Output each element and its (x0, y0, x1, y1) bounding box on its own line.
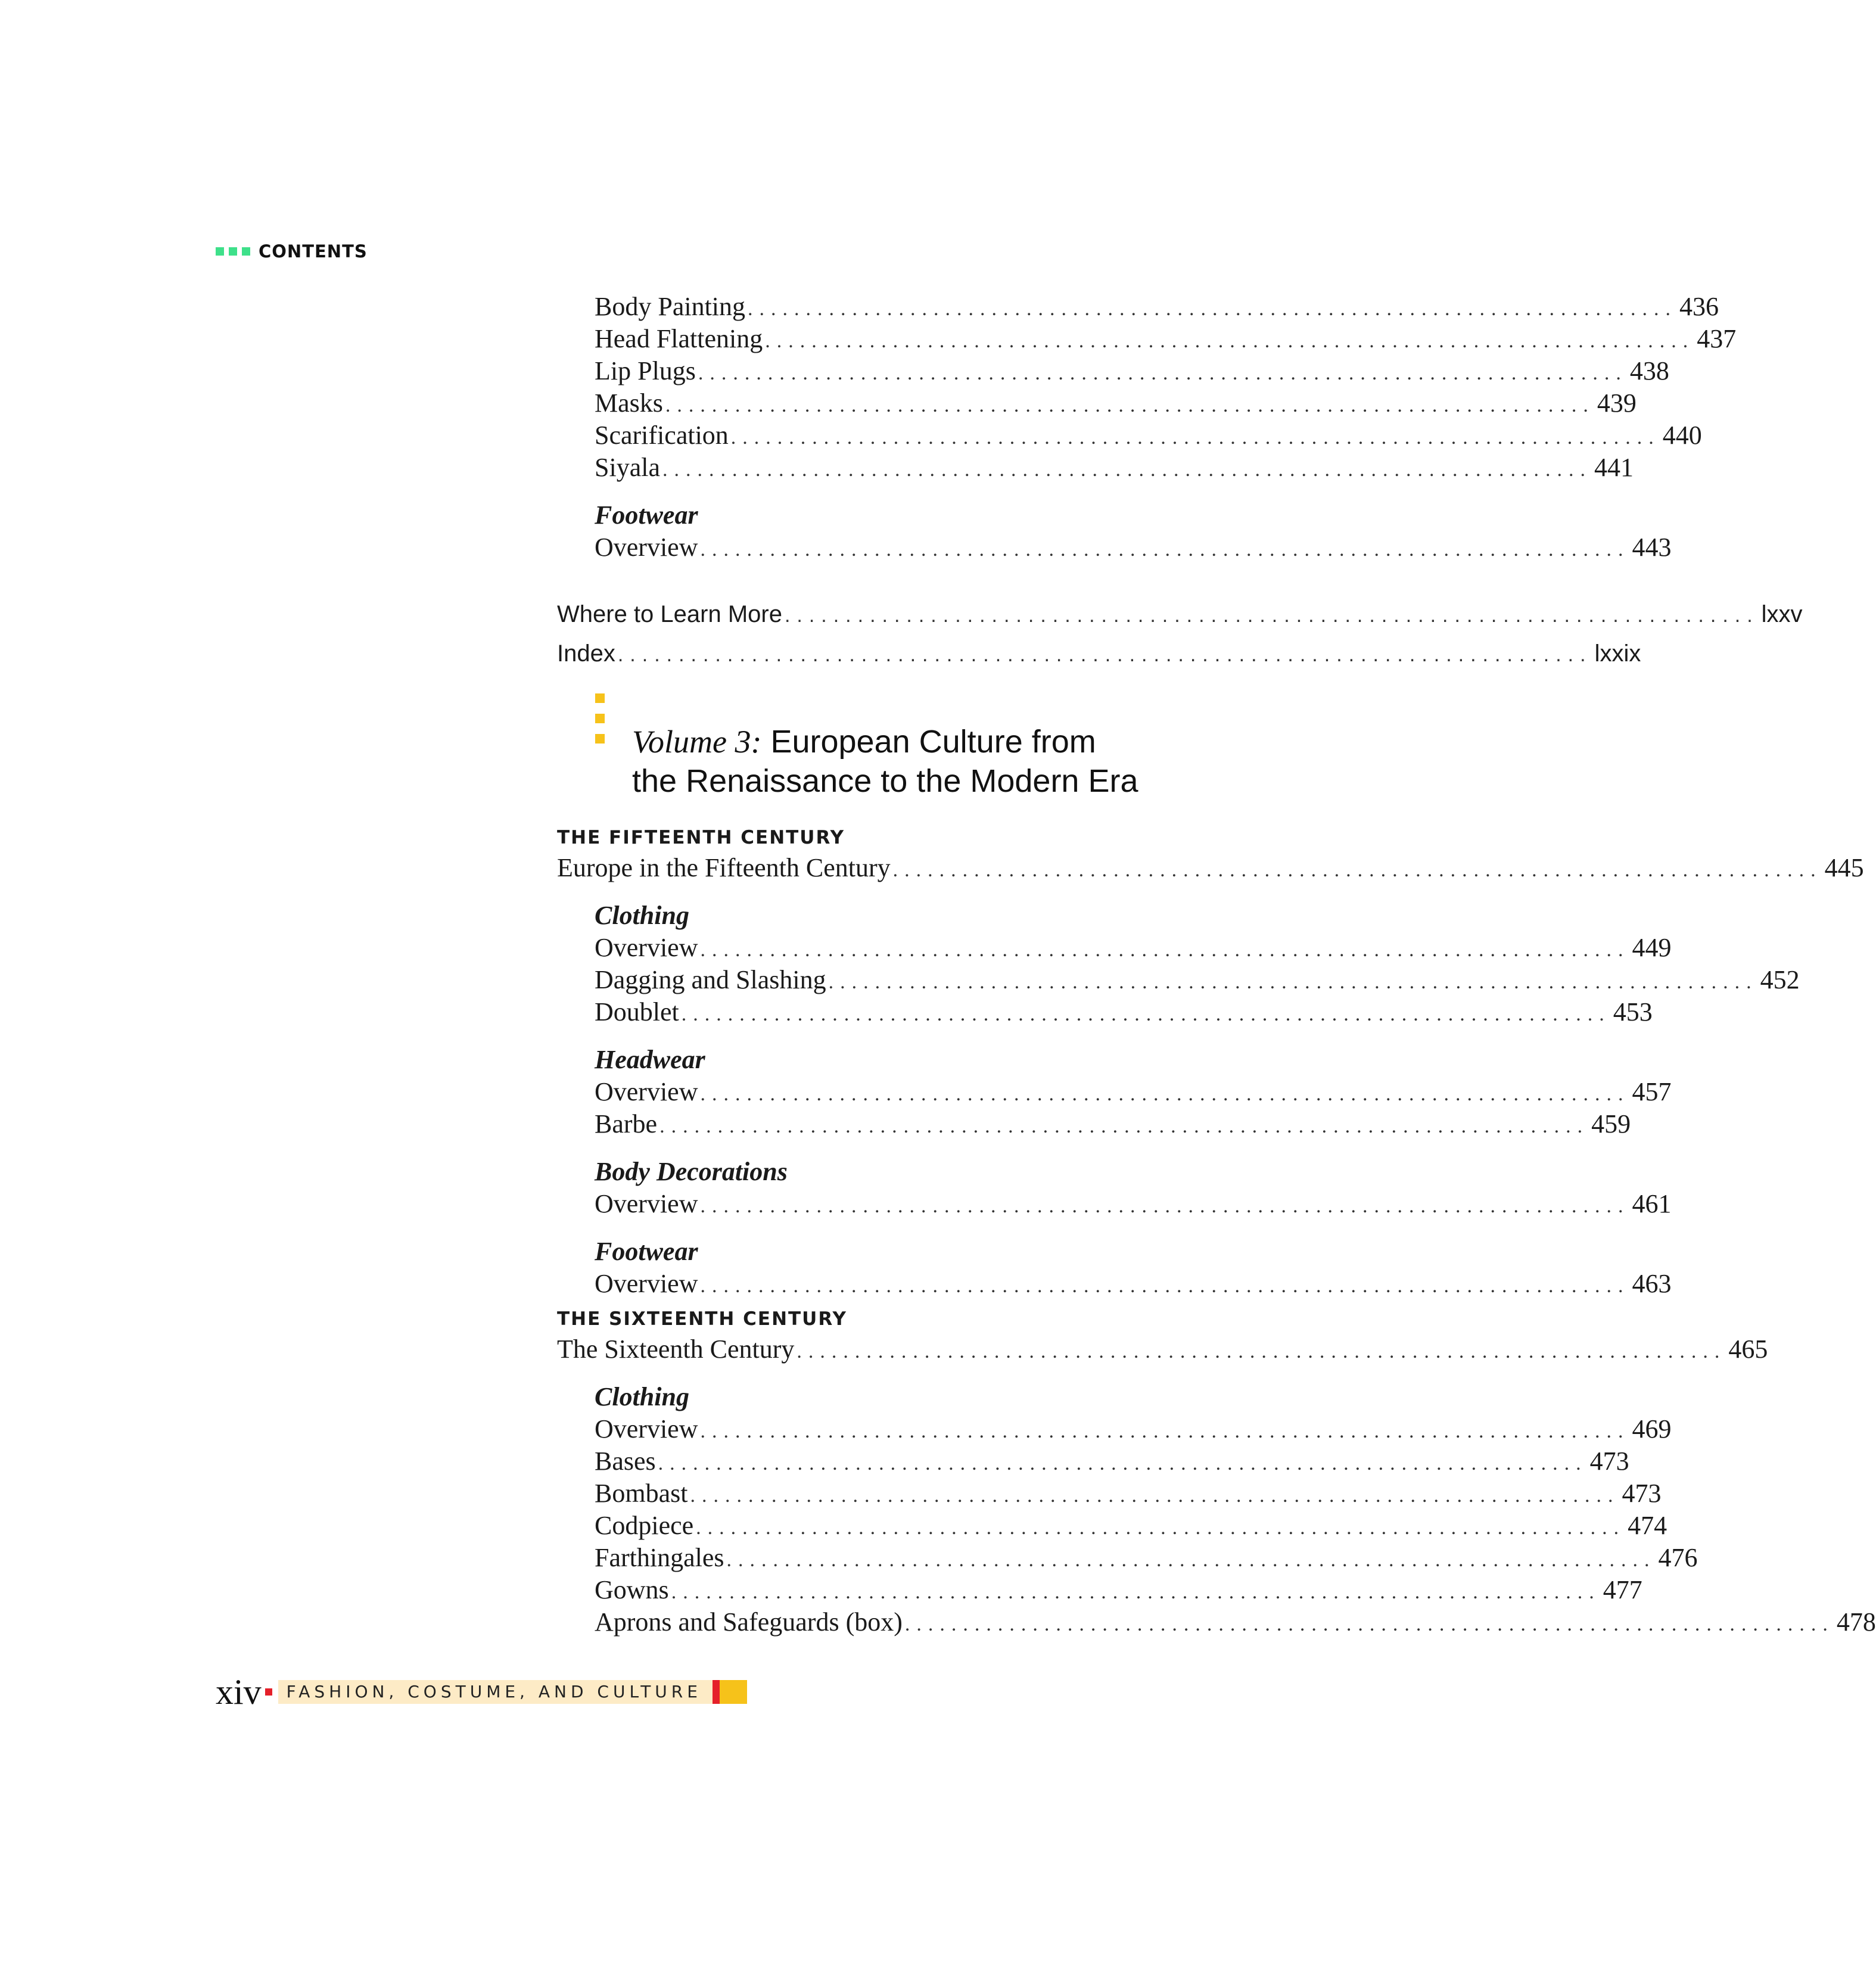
entry-label: Index (557, 640, 615, 667)
entry-page: 463 (1632, 1269, 1672, 1298)
entry-page: 439 (1597, 388, 1637, 418)
section-heading: THE FIFTEENTH CENTURY (557, 827, 845, 848)
toc-entry[interactable] (557, 452, 1634, 484)
entry-page: 473 (1589, 1446, 1629, 1476)
dot-leader: ................................................................................ (696, 1517, 1626, 1539)
header-title: CONTENTS (259, 241, 368, 262)
subsection-heading: Headwear (595, 1045, 705, 1074)
footer-yellow-block-icon (720, 1680, 747, 1704)
volume-title-line1: European Culture from (761, 724, 1096, 760)
entry-page: 436 (1679, 292, 1719, 321)
entry-page: 459 (1591, 1109, 1631, 1138)
toc-entry[interactable] (557, 387, 1637, 419)
entry-label: Masks (595, 388, 663, 418)
toc-entry[interactable] (557, 1188, 1672, 1220)
header-square-icon (229, 247, 237, 256)
toc-entry[interactable] (557, 1076, 1672, 1108)
entry-page: 457 (1632, 1077, 1672, 1106)
toc-entry[interactable] (557, 1542, 1698, 1574)
entry-label: Barbe (595, 1109, 658, 1138)
entry-label: Dagging and Slashing (595, 965, 826, 994)
page-folio: xiv (216, 1672, 262, 1712)
subsection-heading: Clothing (595, 901, 689, 930)
dot-leader: ................................................................................ (700, 1083, 1630, 1105)
running-footer (216, 1673, 747, 1711)
dot-leader: ................................................................................ (784, 604, 1759, 627)
dot-leader: ................................................................................ (671, 1581, 1601, 1603)
dot-leader: ................................................................................ (700, 1275, 1630, 1297)
toc-entry[interactable] (557, 419, 1702, 452)
footer-red-square-icon (265, 1688, 272, 1696)
entry-label: Overview (595, 1189, 698, 1218)
volume-square-icon (595, 714, 605, 723)
toc-entry[interactable] (557, 1108, 1631, 1140)
toc-entry[interactable] (557, 355, 1669, 387)
entry-page: 441 (1594, 453, 1634, 482)
dot-leader: ................................................................................ (665, 394, 1595, 416)
entry-label: Bases (595, 1446, 656, 1476)
entry-page: 453 (1613, 997, 1653, 1026)
subsection-heading: Clothing (595, 1382, 689, 1411)
toc-entry[interactable] (557, 1477, 1662, 1510)
running-header (216, 239, 368, 263)
entry-label: Body Painting (595, 292, 746, 321)
dot-leader: ................................................................................ (662, 459, 1592, 481)
table-of-contents (557, 291, 1876, 1638)
entry-label: Lip Plugs (595, 356, 696, 385)
entry-label: Overview (595, 1269, 698, 1298)
entry-label: Overview (595, 1077, 698, 1106)
section-heading: THE SIXTEENTH CENTURY (557, 1308, 847, 1330)
entry-page: 478 (1836, 1607, 1876, 1637)
entry-label: The Sixteenth Century (557, 1334, 795, 1364)
toc-entry[interactable] (557, 1333, 1768, 1365)
entry-page: 461 (1632, 1189, 1672, 1218)
entry-label: Codpiece (595, 1511, 694, 1540)
entry-label: Doublet (595, 997, 679, 1026)
entry-page: lxxv (1761, 601, 1803, 627)
entry-page: 476 (1658, 1543, 1698, 1572)
toc-entry[interactable] (557, 964, 1800, 996)
entry-label: Overview (595, 1414, 698, 1444)
entry-page: 440 (1662, 421, 1702, 450)
subsection-heading: Body Decorations (595, 1157, 788, 1186)
toc-entry[interactable] (557, 291, 1719, 323)
dot-leader: ................................................................................ (617, 643, 1592, 666)
toc-entry[interactable] (557, 1510, 1667, 1542)
toc-entry[interactable] (557, 852, 1864, 884)
entry-page: 443 (1632, 533, 1672, 562)
entry-page: lxxix (1594, 640, 1641, 667)
dot-leader: ................................................................................ (698, 362, 1628, 384)
entry-page: 437 (1697, 324, 1737, 353)
toc-entry[interactable] (557, 1413, 1672, 1445)
entry-label: Head Flattening (595, 324, 763, 353)
dot-leader: ................................................................................ (700, 1195, 1630, 1217)
toc-entry[interactable] (557, 996, 1653, 1028)
dot-leader: ................................................................................ (700, 939, 1630, 961)
toc-entry[interactable] (557, 932, 1672, 964)
toc-entry[interactable] (557, 1606, 1876, 1638)
toc-entry-backmatter[interactable] (557, 634, 1641, 673)
entry-label: Overview (595, 933, 698, 962)
entry-label: Bombast (595, 1479, 688, 1508)
dot-leader: ................................................................................ (765, 330, 1695, 352)
toc-entry[interactable] (557, 1574, 1642, 1606)
footer-running-title: FASHION, COSTUME, AND CULTURE (278, 1680, 713, 1704)
entry-page: 449 (1632, 933, 1672, 962)
dot-leader: ................................................................................ (797, 1340, 1726, 1362)
toc-group-top (557, 291, 1737, 484)
entry-label: Gowns (595, 1575, 669, 1604)
header-square-icon (216, 247, 224, 256)
subsection-heading: Footwear (595, 500, 698, 530)
volume-number: Volume 3: (632, 724, 762, 760)
dot-leader: ................................................................................ (700, 1420, 1630, 1442)
entry-page: 465 (1728, 1334, 1768, 1364)
footer-red-bar-icon (713, 1680, 720, 1704)
entry-label: Overview (595, 533, 698, 562)
dot-leader: ................................................................................ (658, 1452, 1588, 1474)
volume-square-icon (595, 734, 605, 744)
dot-leader: ................................................................................ (690, 1485, 1620, 1507)
toc-entry[interactable] (557, 323, 1737, 355)
entry-label: Europe in the Fifteenth Century (557, 853, 891, 882)
dot-leader: ................................................................................ (730, 427, 1660, 449)
entry-page: 452 (1760, 965, 1800, 994)
dot-leader: ................................................................................ (726, 1549, 1656, 1571)
entry-page: 445 (1824, 853, 1864, 882)
toc-entry-backmatter[interactable] (557, 595, 1803, 634)
dot-leader: ................................................................................ (659, 1115, 1589, 1137)
volume-square-icon (595, 693, 605, 703)
dot-leader: ................................................................................ (748, 298, 1678, 320)
entry-page: 469 (1632, 1414, 1672, 1444)
entry-page: 473 (1622, 1479, 1662, 1508)
header-square-icon (242, 247, 250, 256)
entry-page: 474 (1628, 1511, 1667, 1540)
toc-entry[interactable] (557, 1268, 1672, 1300)
subsection-heading: Footwear (595, 1237, 698, 1266)
volume-heading (557, 693, 1272, 819)
volume-title (632, 722, 1138, 801)
dot-leader: ................................................................................ (700, 539, 1630, 561)
dot-leader: ................................................................................ (892, 859, 1822, 881)
volume-title-line2: the Renaissance to the Modern Era (632, 763, 1138, 799)
toc-entry[interactable] (557, 1445, 1629, 1477)
entry-label: Siyala (595, 453, 660, 482)
entry-label: Aprons and Safeguards (box) (595, 1607, 903, 1637)
entry-label: Where to Learn More (557, 601, 782, 627)
dot-leader: ................................................................................ (828, 971, 1758, 993)
dot-leader: ................................................................................ (681, 1003, 1611, 1025)
entry-page: 477 (1603, 1575, 1642, 1604)
toc-entry[interactable] (557, 531, 1672, 564)
dot-leader: ................................................................................ (904, 1613, 1834, 1635)
entry-label: Farthingales (595, 1543, 724, 1572)
entry-page: 438 (1629, 356, 1669, 385)
entry-label: Scarification (595, 421, 729, 450)
